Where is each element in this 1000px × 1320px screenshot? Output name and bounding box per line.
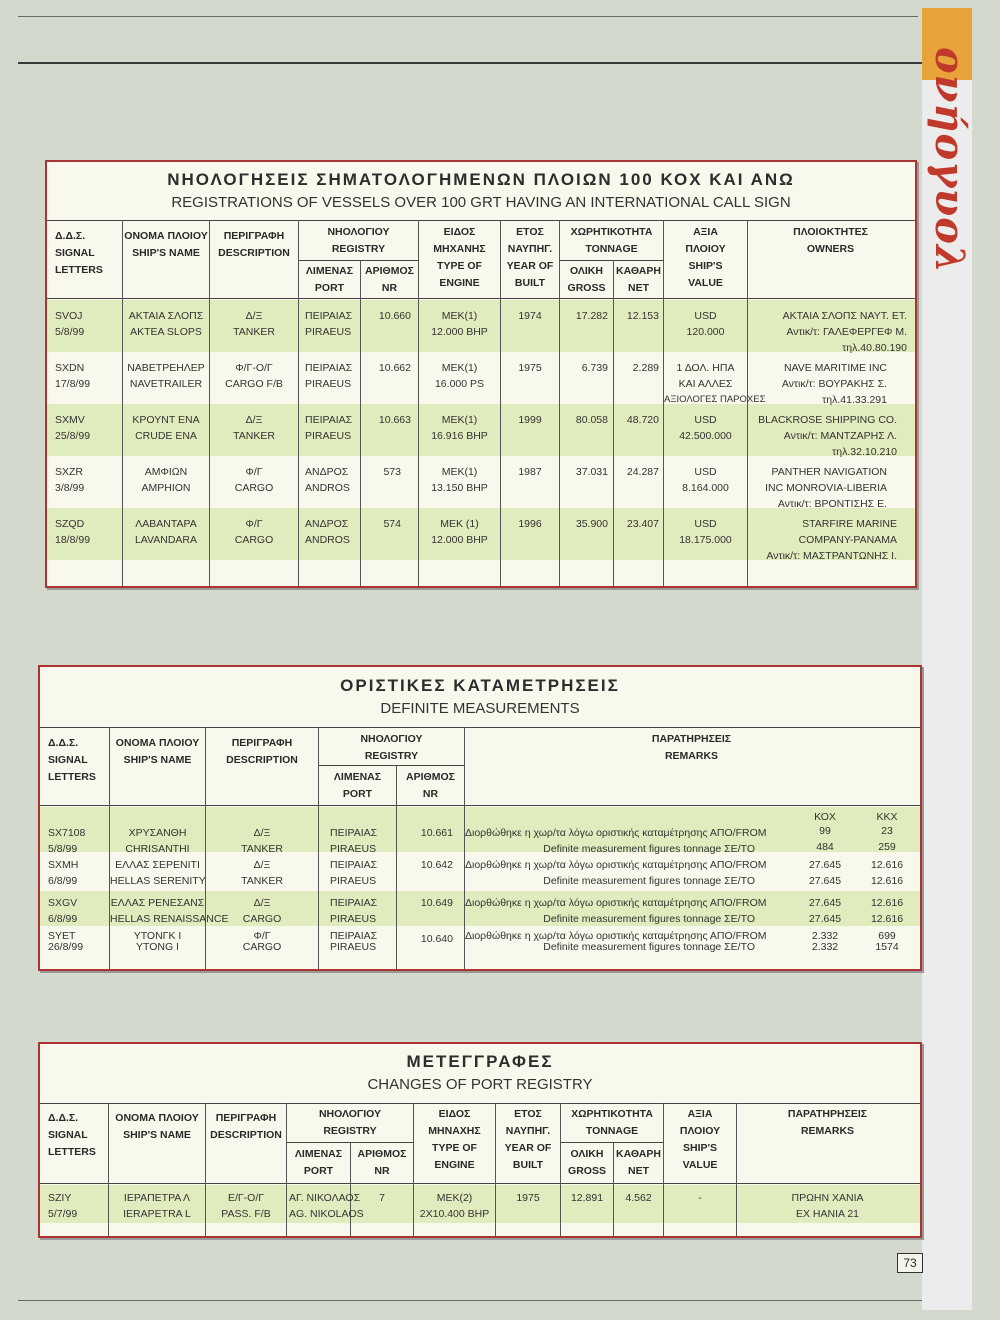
cell-owners: BLACKROSE SHIPPING CO. Αντικ/τ: ΜΑΝΤΖΑΡΗΣ Λ. τηλ.32.10.210 xyxy=(758,414,897,458)
cell-ship-name: ΛΑΒΑΝΤΑΡΑ LAVANDARA xyxy=(134,518,198,546)
cell-description: Φ/Γ CARGO xyxy=(234,466,274,494)
cell-ship-name: ΕΛΛΑΣ ΡΕΝΕΣΑΝΣ HELLAS RENAISSANCE xyxy=(110,897,229,925)
cell-engine: ΜΕΚ(1) 12.000 BHP xyxy=(431,310,488,338)
cell-ship-name: ΕΛΛΑΣ ΣΕΡΕΝΙΤΙ HELLAS SERENITY xyxy=(110,859,206,887)
header-year: ΕΤΟΣ ΝΑΥΠΗΓ. YEAR OF BUILT xyxy=(504,1108,552,1171)
cell-description: Δ/Ξ TANKER xyxy=(241,827,283,855)
header-ship-name: ΟΝΟΜΑ ΠΛΟΙΟΥ SHIP'S NAME xyxy=(115,1112,199,1141)
header-gross: ΟΛΙΚΗ GROSS xyxy=(567,265,606,294)
cell-gross: 35.900 xyxy=(575,518,608,530)
cell-gross: 80.058 xyxy=(575,414,608,426)
cell-gross: 17.282 xyxy=(575,310,608,322)
tonnage-sub-rule xyxy=(559,260,663,261)
registrations-panel xyxy=(45,160,917,588)
cell-description: Φ/Γ-Ο/Γ CARGO F/B xyxy=(225,362,283,390)
cell-owners: ΑΚΤΑΙΑ ΣΛΟΠΣ ΝΑΥΤ. ΕΤ. Αντικ/τ: ΓΑΛΕΦΕΡΓΕΦ Μ. τηλ.40.80.190 xyxy=(782,310,907,354)
cell-nr: 10.663 xyxy=(378,414,411,426)
cell-remarks: Διορθώθηκε η χωρ/τα λόγω οριστικής καταμέτρησης ΑΠΟ/FROM Definite measurement figures tonnage ΣΕ/TO xyxy=(465,897,767,925)
cell-ship-name: ΝΑΒΕΤΡΕΗΛΕΡ NAVETRAILER xyxy=(127,362,205,390)
cell-value: USD 120.000 xyxy=(686,310,725,338)
cell-port: ΠΕΙΡΑΙΑΣ PIRAEUS xyxy=(305,362,353,390)
cell-remarks: Διορθώθηκε η χωρ/τα λόγω οριστικής καταμέτρησης ΑΠΟ/FROM Definite measurement figures tonnage ΣΕ/TO xyxy=(465,930,767,953)
header-remarks: ΠΑΡΑΤΗΡΗΣΕΙΣ REMARKS xyxy=(651,733,732,762)
page-number: 73 xyxy=(897,1253,923,1273)
cell-kkx: 12.616 12.616 xyxy=(870,897,904,925)
cell-kox: 99 484 xyxy=(816,825,834,853)
cell-nr: 7 xyxy=(379,1192,385,1204)
cell-signal: SYET 26/8/99 xyxy=(48,930,84,953)
header-top-rule xyxy=(40,727,920,728)
tonnage-sub-rule xyxy=(560,1142,663,1143)
cell-engine: ΜΕΚ (1) 12.000 BHP xyxy=(431,518,488,546)
cell-description: Δ/Ξ TANKER xyxy=(233,310,275,338)
cell-ship-name: ΑΚΤΑΙΑ ΣΛΟΠΣ AKTEA SLOPS xyxy=(128,310,204,338)
header-engine: ΕΙΔΟΣ ΜΗΝΑΧΗΣ TYPE OF ENGINE xyxy=(428,1108,481,1171)
cell-signal: SZQD 18/8/99 xyxy=(55,518,91,546)
header-description: ΠΕΡΙΓΡΑΦΗ DESCRIPTION xyxy=(210,1112,282,1141)
header-top-rule xyxy=(40,1103,920,1104)
cell-net: 2.289 xyxy=(632,362,659,374)
cell-port: ΠΕΙΡΑΙΑΣ PIRAEUS xyxy=(330,827,378,855)
header-bottom-rule xyxy=(47,298,915,299)
cell-kox: 2.332 2.332 xyxy=(811,930,839,953)
header-nr: ΑΡΙΘΜΟΣ NR xyxy=(357,1148,407,1177)
cell-signal: SX7108 5/8/99 xyxy=(48,827,86,855)
header-registry: ΝΗΟΛΟΓΙΟΥ REGISTRY xyxy=(360,733,423,762)
cell-port: ΠΕΙΡΑΙΑΣ PIRAEUS xyxy=(330,930,378,953)
cell-nr: 10.640 xyxy=(420,933,453,945)
header-value: ΑΞΙΑ ΠΛΟΙΟΥ SHIP'S VALUE xyxy=(685,226,726,289)
header-tonnage: ΧΩΡΗΤΙΚΟΤΗΤΑ TONNAGE xyxy=(570,226,653,255)
cell-net: 12.153 xyxy=(626,310,659,322)
cell-signal: SVOJ 5/8/99 xyxy=(55,310,85,338)
cell-engine: ΜΕΚ(1) 16.916 BHP xyxy=(431,414,488,442)
cell-ship-name: ΚΡΟΥΝΤ ΕΝΑ CRUDE ENA xyxy=(132,414,200,442)
cell-year: 1974 xyxy=(518,310,542,322)
page-top-line xyxy=(18,16,918,17)
cell-owners: NAVE MARITIME INC Αντικ/τ: ΒΟΥΡΑΚΗΣ Σ. τηλ.41.33.291 xyxy=(781,362,887,406)
cell-description: Ε/Γ-Ο/Γ PASS. F/B xyxy=(221,1192,271,1220)
header-tonnage: ΧΩΡΗΤΙΚΟΤΗΤΑ TONNAGE xyxy=(571,1108,653,1137)
cell-nr: 10.649 xyxy=(420,897,453,909)
cell-signal: SXGV 6/8/99 xyxy=(48,897,78,925)
header-bottom-rule xyxy=(40,1183,920,1184)
header-engine: ΕΙΔΟΣ ΜΗΧΑΝΗΣ TYPE OF ENGINE xyxy=(433,226,486,289)
cell-nr: 10.660 xyxy=(378,310,411,322)
cell-remarks: ΠΡΩΗΝ ΧΑΝΙΑ EX HANIA 21 xyxy=(791,1192,864,1220)
cell-port: ΠΕΙΡΑΙΑΣ PIRAEUS xyxy=(330,859,378,887)
cell-signal: SXDN 17/8/99 xyxy=(55,362,91,390)
cell-kox: 27.645 27.645 xyxy=(808,859,842,887)
header-owners: ΠΛΟΙΟΚΤΗΤΕΣ OWNERS xyxy=(793,226,868,255)
cell-net: 48.720 xyxy=(626,414,659,426)
cell-description: Φ/Γ CARGO xyxy=(242,930,282,953)
header-registry: ΝΗΟΛΟΓΙΟΥ REGISTRY xyxy=(318,1108,382,1137)
header-ship-name: ΟΝΟΜΑ ΠΛΟΙΟΥ SHIP'S NAME xyxy=(124,230,208,259)
cell-year: 1975 xyxy=(516,1192,540,1204)
cell-description: Δ/Ξ TANKER xyxy=(233,414,275,442)
header-port: ΛΙΜΕΝΑΣ PORT xyxy=(305,265,354,294)
registrations-subtitle: REGISTRATIONS OF VESSELS OVER 100 GRT HAVING AN INTERNATIONAL CALL SIGN xyxy=(171,194,791,211)
cell-gross: 6.739 xyxy=(581,362,608,374)
cell-engine: ΜΕΚ(1) 13.150 BHP xyxy=(431,466,488,494)
cell-net: 23.407 xyxy=(626,518,659,530)
header-remarks: ΠΑΡΑΤΗΡΗΣΕΙΣ REMARKS xyxy=(787,1108,868,1137)
cell-port: ΑΓ. ΝΙΚΟΛΑΟΣ AG. NIKOLAOS xyxy=(289,1192,364,1220)
cell-description: Δ/Ξ TANKER xyxy=(241,859,283,887)
header-signal: Δ.Δ.Σ. SIGNAL LETTERS xyxy=(48,737,96,783)
cell-owners: STARFIRE MARINE COMPANY-PANAMA Αντικ/τ: ΜΑΣΤΡΑΝΤΩΝΗΣ Ι. xyxy=(766,518,897,562)
header-description: ΠΕΡΙΓΡΑΦΗ DESCRIPTION xyxy=(218,230,290,259)
cell-nr: 10.661 xyxy=(420,827,453,839)
cell-remarks: Διορθώθηκε η χωρ/τα λόγω οριστικής καταμέτρησης ΑΠΟ/FROM Definite measurement figures tonnage ΣΕ/TO xyxy=(465,859,767,887)
cell-owners: PANTHER NAVIGATION INC MONROVIA-LIBERIA Αντικ/τ: ΒΡΟΝΤΙΣΗΣ Ε. xyxy=(765,466,887,510)
cell-port: ΠΕΙΡΑΙΑΣ PIRAEUS xyxy=(330,897,378,925)
cell-nr: 10.642 xyxy=(420,859,453,871)
cell-ship-name: ΑΜΦΙΩΝ AMPHION xyxy=(141,466,191,494)
cell-gross: 12.891 xyxy=(570,1192,604,1204)
changes-subtitle: CHANGES OF PORT REGISTRY xyxy=(367,1076,593,1093)
registry-sub-rule xyxy=(318,765,464,766)
cell-signal: SXZR 3/8/99 xyxy=(55,466,85,494)
cell-signal: SXMH 6/8/99 xyxy=(48,859,79,887)
header-nr: ΑΡΙΘΜΟΣ NR xyxy=(406,771,455,800)
cell-year: 1999 xyxy=(518,414,542,426)
header-kkx: ΚΚΧ xyxy=(876,811,898,823)
cell-description: Φ/Γ CARGO xyxy=(234,518,274,546)
cell-nr: 10.662 xyxy=(378,362,411,374)
section-side-title: ονήογυολ xyxy=(926,46,974,274)
cell-value: USD 18.175.000 xyxy=(679,518,732,546)
cell-port: ΠΕΙΡΑΙΑΣ PIRAEUS xyxy=(305,414,353,442)
changes-title: ΜΕΤΕΓΓΡΑΦΕΣ xyxy=(406,1052,554,1071)
cell-port: ΑΝΔΡΟΣ ANDROS xyxy=(305,518,350,546)
header-registry: ΝΗΟΛΟΓΙΟΥ REGISTRY xyxy=(327,226,390,255)
cell-year: 1987 xyxy=(518,466,542,478)
header-signal: Δ.Δ.Σ. SIGNAL LETTERS xyxy=(48,1112,96,1158)
measurements-title: ΟΡΙΣΤΙΚΕΣ ΚΑΤΑΜΕΤΡΗΣΕΙΣ xyxy=(340,676,620,695)
cell-ship-name: ΧΡΥΣΑΝΘΗ CHRISANTHI xyxy=(125,827,190,855)
registry-sub-rule xyxy=(298,260,418,261)
header-gross: ΟΛΙΚΗ GROSS xyxy=(568,1148,606,1177)
cell-net: 24.287 xyxy=(626,466,659,478)
cell-signal: SZIY 5/7/99 xyxy=(48,1192,78,1220)
cell-nr: 573 xyxy=(383,466,401,478)
header-kox: ΚΟΧ xyxy=(814,811,836,823)
page-bottom-rule xyxy=(18,1300,940,1301)
cell-engine: ΜΕΚ(2) 2X10.400 BHP xyxy=(419,1192,490,1220)
header-nr: ΑΡΙΘΜΟΣ NR xyxy=(365,265,414,294)
cell-value: - xyxy=(698,1192,702,1204)
changes-panel xyxy=(38,1042,922,1238)
cell-nr: 574 xyxy=(383,518,401,530)
header-signal: Δ.Δ.Σ. SIGNAL LETTERS xyxy=(55,230,103,276)
cell-port: ΠΕΙΡΑΙΑΣ PIRAEUS xyxy=(305,310,353,338)
cell-net: 4.562 xyxy=(625,1192,652,1204)
cell-year: 1996 xyxy=(518,518,542,530)
header-net: ΚΑΘΑΡΗ NET xyxy=(616,265,661,294)
cell-ship-name: ΙΕΡΑΠΕΤΡΑ Λ IERAPETRA L xyxy=(123,1192,191,1220)
header-value: ΑΞΙΑ ΠΛΟΙΟΥ SHIP'S VALUE xyxy=(679,1108,721,1171)
header-top-rule xyxy=(47,220,915,221)
cell-value: 1 ΔΟΛ. ΗΠΑ ΚΑΙ ΑΛΛΕΣ ΑΞΙΟΛΟΓΕΣ ΠΑΡΟΧΕΣ xyxy=(664,362,766,405)
cell-kkx: 699 1574 xyxy=(875,930,899,953)
cell-ship-name: ΥΤΟΝΓΚ Ι YTONG I xyxy=(133,930,182,953)
header-port: ΛΙΜΕΝΑΣ PORT xyxy=(333,771,382,800)
registrations-title: ΝΗΟΛΟΓΗΣΕΙΣ ΣΗΜΑΤΟΛΟΓΗΜΕΝΩΝ ΠΛΟΙΩΝ 100 ΚΟΧ ΚΑΙ ΑΝΩ xyxy=(167,170,795,189)
header-net: ΚΑΘΑΡΗ NET xyxy=(616,1148,661,1177)
header-ship-name: ΟΝΟΜΑ ΠΛΟΙΟΥ SHIP'S NAME xyxy=(115,737,200,766)
cell-value: USD 42.500.000 xyxy=(679,414,732,442)
header-bottom-rule xyxy=(40,805,920,806)
cell-port: ΑΝΔΡΟΣ ANDROS xyxy=(305,466,350,494)
page-header-rule xyxy=(18,62,940,64)
cell-gross: 37.031 xyxy=(575,466,608,478)
cell-kox: 27.645 27.645 xyxy=(808,897,842,925)
cell-description: Δ/Ξ CARGO xyxy=(242,897,282,925)
measurements-panel xyxy=(38,665,922,971)
cell-kkx: 23 259 xyxy=(878,825,896,853)
measurements-subtitle: DEFINITE MEASUREMENTS xyxy=(380,700,580,717)
cell-year: 1975 xyxy=(518,362,542,374)
cell-value: USD 8.164.000 xyxy=(682,466,729,494)
header-port: ΛΙΜΕΝΑΣ PORT xyxy=(294,1148,343,1177)
cell-signal: SXMV 25/8/99 xyxy=(55,414,91,442)
cell-remarks: Διορθώθηκε η χωρ/τα λόγω οριστικής καταμέτρησης ΑΠΟ/FROM Definite measurement figures tonnage ΣΕ/TO xyxy=(465,827,767,855)
header-description: ΠΕΡΙΓΡΑΦΗ DESCRIPTION xyxy=(226,737,298,766)
cell-engine: ΜΕΚ(1) 16.000 PS xyxy=(434,362,485,390)
header-year: ΕΤΟΣ ΝΑΥΠΗΓ. YEAR OF BUILT xyxy=(506,226,554,289)
cell-kkx: 12.616 12.616 xyxy=(870,859,904,887)
